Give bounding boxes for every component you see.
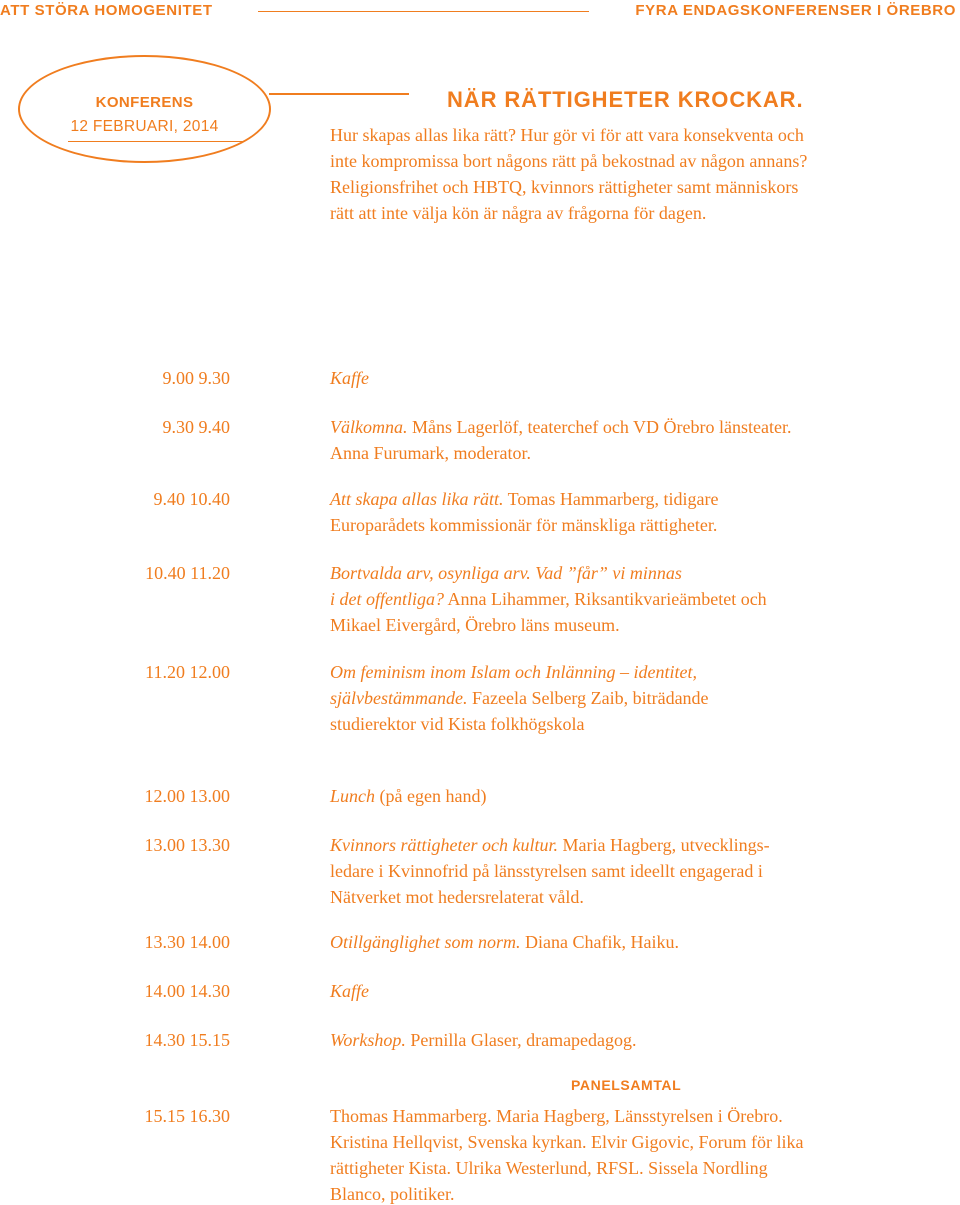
intro-line: Religionsfrihet och HBTQ, kvinnors rättigheter samt människors — [330, 177, 799, 197]
intro-line: Hur skapas allas lika rätt? Hur gör vi för att vara konsekventa och — [330, 125, 804, 145]
intro-line: rätt att inte välja kön är några av frågorna för dagen. — [330, 203, 707, 223]
schedule-entry-line — [330, 685, 960, 711]
badge-date: 12 FEBRUARI, 2014 — [70, 118, 219, 135]
schedule-entry-line — [330, 560, 960, 586]
session-speakers: Kristina Hellqvist, Svenska kyrkan. Elvir Gigovic, Forum för lika — [330, 1132, 804, 1152]
session-speakers: Thomas Hammarberg. Maria Hagberg, Länsstyrelsen i Örebro. — [330, 1106, 783, 1126]
schedule-entry — [330, 659, 960, 737]
schedule-entry — [330, 832, 960, 910]
schedule-entry — [330, 486, 960, 538]
schedule-entry-line — [330, 440, 960, 466]
schedule-time: 11.20 12.00 — [145, 662, 230, 682]
schedule-entry — [330, 560, 960, 638]
schedule-entry — [330, 929, 960, 955]
session-speakers: Mikael Eivergård, Örebro läns museum. — [330, 615, 620, 635]
schedule-entry-line — [330, 486, 960, 512]
session-speakers: ledare i Kvinnofrid på länsstyrelsen samt ideellt engagerad i — [330, 861, 763, 881]
schedule-time: 13.30 14.00 — [144, 932, 230, 952]
badge-connector-line — [269, 93, 409, 95]
series-subtitle: FYRA ENDAGSKONFERENSER I ÖREBRO — [635, 2, 956, 19]
session-title: Bortvalda arv, osynliga arv. Vad ”får” vi minnas — [330, 563, 682, 583]
schedule-entry — [330, 414, 960, 466]
panel-heading: PANELSAMTAL — [571, 1077, 682, 1093]
schedule-time: 12.00 13.00 — [144, 786, 230, 806]
session-speakers: (på egen hand) — [375, 786, 487, 806]
schedule-entry-line — [330, 832, 960, 858]
session-title: Om feminism inom Islam och Inlänning – identitet, — [330, 662, 697, 682]
schedule-entry — [330, 783, 960, 809]
session-title: i det offentliga? — [330, 589, 444, 609]
session-speakers: rättigheter Kista. Ulrika Westerlund, RFSL. Sissela Nordling — [330, 1158, 768, 1178]
schedule-entry — [330, 1103, 960, 1205]
schedule-entry — [330, 1027, 960, 1053]
schedule-time: 15.15 16.30 — [144, 1106, 230, 1126]
schedule-entry-line — [330, 858, 960, 884]
session-speakers: Måns Lagerlöf, teaterchef och VD Örebro länsteater. — [407, 417, 792, 437]
schedule-entry-line — [330, 1027, 960, 1053]
schedule-entry-line — [330, 929, 960, 955]
schedule-entry-line — [330, 1181, 960, 1205]
session-speakers: studierektor vid Kista folkhögskola — [330, 714, 585, 734]
schedule-time: 14.00 14.30 — [144, 981, 230, 1001]
session-speakers: Fazeela Selberg Zaib, biträdande — [467, 688, 709, 708]
session-speakers: Blanco, politiker. — [330, 1184, 455, 1204]
session-speakers: Europarådets kommissionär för mänskliga rättigheter. — [330, 515, 718, 535]
schedule-time: 9.30 9.40 — [162, 417, 230, 437]
session-title: Otillgänglighet som norm. — [330, 932, 521, 952]
series-title: ATT STÖRA HOMOGENITET — [0, 2, 213, 19]
page-title: NÄR RÄTTIGHETER KROCKAR. — [447, 87, 804, 112]
schedule-entry-line — [330, 612, 960, 638]
schedule-entry-line — [330, 1103, 960, 1129]
schedule-entry-line — [330, 659, 960, 685]
session-speakers: Diana Chafik, Haiku. — [520, 932, 679, 952]
schedule-entry-line — [330, 884, 960, 910]
schedule-time: 9.40 10.40 — [153, 489, 230, 509]
header-divider — [258, 11, 589, 12]
session-title: Workshop. — [330, 1030, 406, 1050]
intro-line: inte kompromissa bort någons rätt på bekostnad av någon annans? — [330, 151, 808, 171]
schedule-entry — [330, 978, 960, 1004]
schedule-entry-line — [330, 783, 960, 809]
session-title: Kaffe — [330, 981, 369, 1001]
schedule-entry-line — [330, 711, 960, 737]
schedule-time: 14.30 15.15 — [144, 1030, 230, 1050]
session-title: självbestämmande. — [330, 688, 468, 708]
session-title: Kaffe — [330, 368, 369, 388]
session-title: Kvinnors rättigheter och kultur. — [330, 835, 558, 855]
schedule-time: 10.40 11.20 — [145, 563, 230, 583]
badge-date-underline — [68, 141, 244, 142]
session-speakers: Pernilla Glaser, dramapedagog. — [405, 1030, 637, 1050]
schedule-entry-line — [330, 365, 960, 391]
schedule-entry-line — [330, 1129, 960, 1155]
session-speakers: Nätverket mot hedersrelaterat våld. — [330, 887, 584, 907]
session-speakers: Tomas Hammarberg, tidigare — [503, 489, 719, 509]
intro-paragraph — [330, 122, 960, 226]
session-speakers: Anna Lihammer, Riksantikvarieämbetet och — [444, 589, 767, 609]
session-title: Lunch — [330, 786, 375, 806]
session-speakers: Maria Hagberg, utvecklings- — [558, 835, 770, 855]
schedule-entry — [330, 365, 960, 391]
schedule-entry-line — [330, 414, 960, 440]
badge-label: KONFERENS — [95, 94, 194, 111]
schedule-entry-line — [330, 512, 960, 538]
schedule-entry-line — [330, 586, 960, 612]
session-title: Välkomna. — [330, 417, 408, 437]
schedule-time: 13.00 13.30 — [144, 835, 230, 855]
session-title: Att skapa allas lika rätt. — [330, 489, 504, 509]
schedule-entry-line — [330, 1155, 960, 1181]
schedule-time: 9.00 9.30 — [162, 368, 230, 388]
session-speakers: Anna Furumark, moderator. — [330, 443, 531, 463]
schedule-entry-line — [330, 978, 960, 1004]
page-header — [0, 2, 960, 24]
